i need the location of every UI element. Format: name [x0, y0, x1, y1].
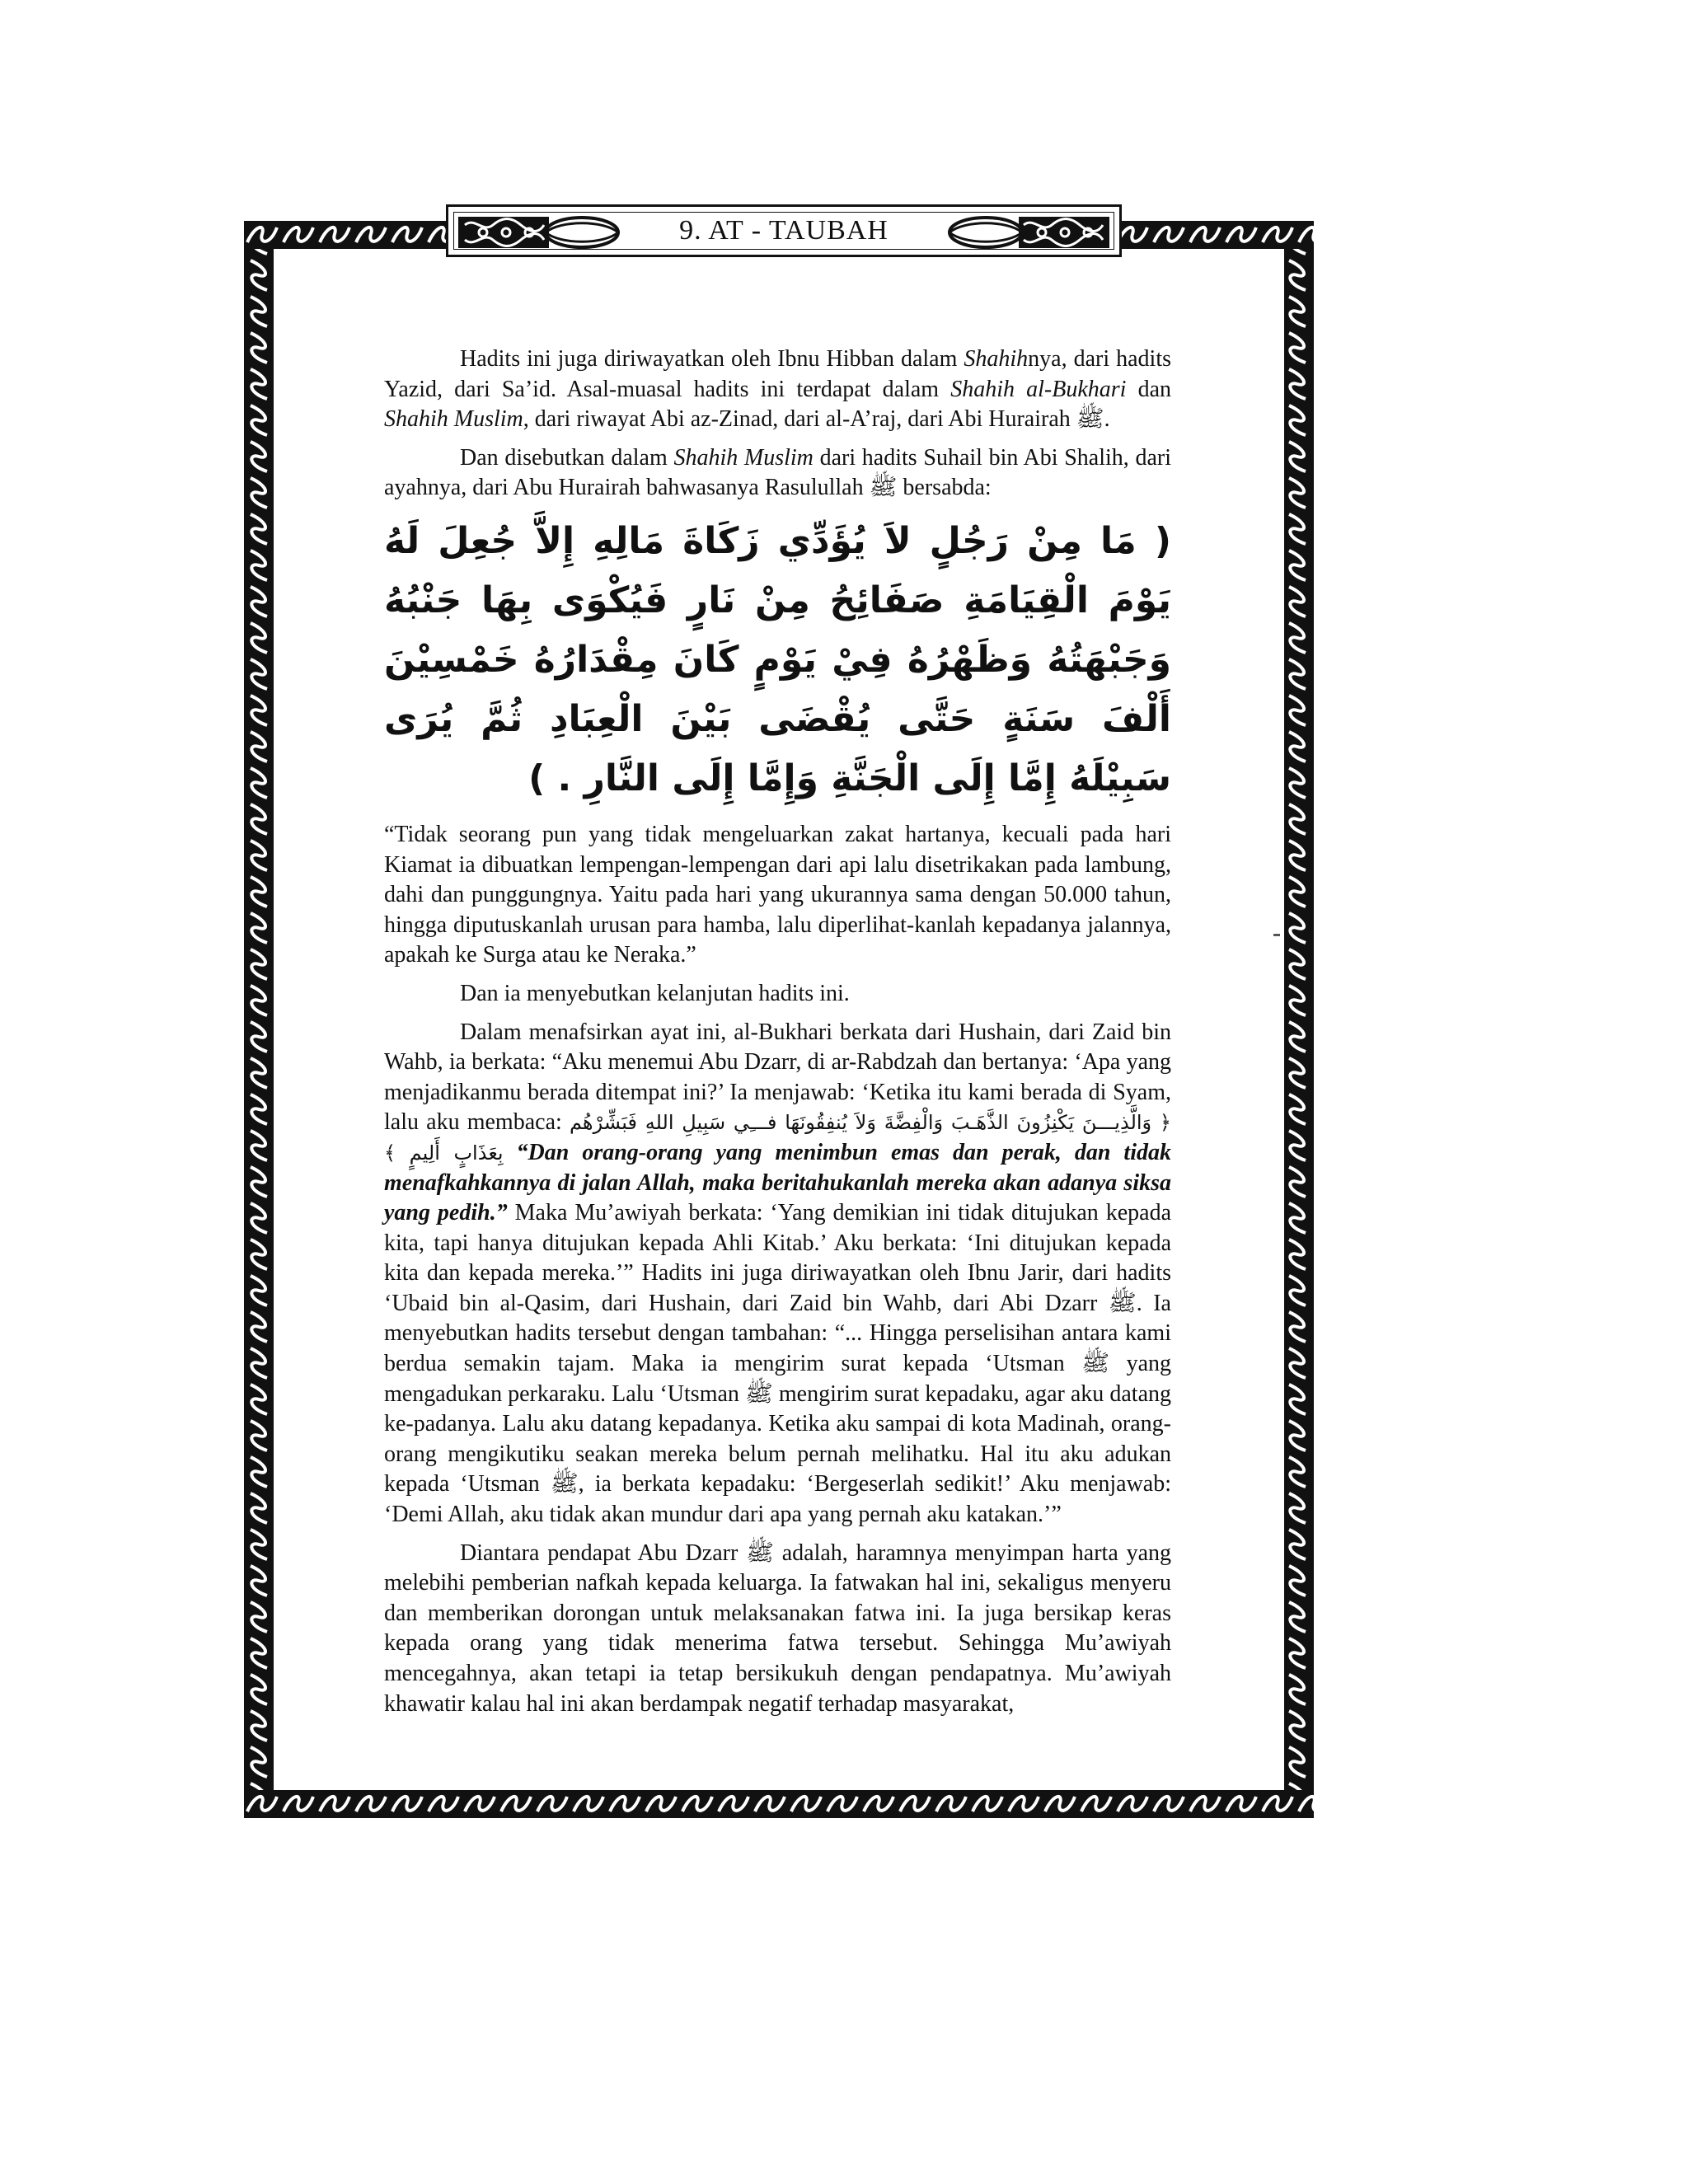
chapter-header: [446, 204, 1122, 257]
paragraph-continuation: Dan ia menyebutkan kelanjutan hadits ini.: [460, 980, 850, 1006]
paragraph-ibnu-hibban: Hadits ini juga diriwayatkan oleh Ibnu Hibban dalam Shahihnya, dari hadits Yazid, dari Sa’id. Asal-muasal hadits ini terdapat dalam Shahih al-Bukhari dan Shahih Muslim, dari riwayat Abi az-Zinad, dari al-A’raj, dari Abi Hurairah ﷺ.: [384, 346, 1171, 433]
arabic-hadith: ( مَا مِنْ رَجُلٍ لاَ يُؤَدِّي زَكَاةَ مَالِهِ إِلاَّ جُعِلَ لَهُ يَوْمَ الْقِيَامَةِ صَفَائِحُ مِنْ نَارٍ فَيُكْوَى بِهَا جَنْبُهُ وَجَبْهَتُهُ وَظَهْرُهُ فِيْ يَوْمٍ كَانَ مِقْدَارُهُ خَمْسِيْنَ أَلْفَ سَنَةٍ حَتَّى يُقْضَى بَيْنَ الْعِبَادِ ثُمَّ يُرَى سَبِيْلَهُ إِمَّا إِلَى الْجَنَّةِ وَإِمَّا إِلَى النَّارِ . ): [384, 519, 1171, 799]
verse-translation: “Dan orang-orang yang menimbun emas dan perak, dan tidak menafkahkannya di jalan Allah, maka beritahukanlah mereka akan adanya siksa yang pedih.”: [384, 1139, 1171, 1226]
arabic-verse: ﴿ وَالَّذِيـــنَ يَكْنِزُونَ الذَّهَـبَ وَالْفِضَّةَ وَلاَ يُنفِقُونَهَا فـــِي سَبِيلِ اللهِ فَبَشِّرْهُم بِعَذَابٍ أَلِيمٍ ﴾: [384, 1111, 1171, 1165]
hadith-translation: “Tidak seorang pun yang tidak mengeluarkan zakat hartanya, kecuali pada hari Kiamat ia dibuatkan lempengan-lempengan dari api lalu disetrikakan pada lambung, dahi dan punggungnya. Yaitu pada hari yang ukurannya sama dengan 50.000 tahun, hingga diputuskanlah urusan para hamba, lalu diperlihat-kanlah kepadanya jalannya, apakah ke Surga atau ke Neraka.”: [384, 821, 1171, 968]
header-ornament-left-icon: [458, 215, 623, 250]
paragraph-shahih-muslim: Dan disebutkan dalam Shahih Muslim dari hadits Suhail bin Abi Shalih, dari ayahnya, dari Abu Hurairah bahwasanya Rasulullah ﷺ bersabda:: [384, 444, 1172, 501]
header-ornament-right-icon: [945, 215, 1109, 250]
paragraph-bukhari-tafsir: Dalam menafsirkan ayat ini, al-Bukhari berkata dari Hushain, dari Zaid bin Wahb, ia berkata: “Aku menemui Abu Dzarr, di ar-Rabdzah dan bertanya: ‘Apa yang menjadikanmu berada ditempat ini?’ Ia menjawab: ‘Ketika itu kami berada di Syam, lalu aku membaca: ﴿ وَالَّذِيـــنَ يَكْنِزُونَ الذَّهَـبَ وَالْفِضَّةَ وَلاَ يُنفِقُونَهَا فـــِي سَبِيلِ اللهِ فَبَشِّرْهُم بِعَذَابٍ أَلِيمٍ ﴾ “Dan orang-orang yang menimbun emas dan perak, dan tidak menafkahkannya di jalan Allah, maka beritahukanlah mereka akan adanya siksa yang pedih.” Maka Mu’awiyah berkata: ‘Yang demikian ini tidak ditujukan kepada kita, tapi hanya ditujukan kepada Ahli Kitab.’ Aku berkata: ‘Ini ditujukan kepada kita dan kepada mereka.’” Hadits ini juga diriwayatkan oleh Ibnu Jarir, dari hadits ‘Ubaid bin al-Qasim, dari Hushain, dari Zaid bin Wahb, dari Abi Dzarr ﷺ. Ia menyebutkan hadits tersebut dengan tambahan: “... Hingga perselisihan antara kami berdua semakin tajam. Maka ia mengirim surat kepada ‘Utsman ﷺ yang mengadukan perkaraku. Lalu ‘Utsman ﷺ mengirim surat kepadaku, agar aku datang ke-padanya. Lalu aku datang kepadanya. Ketika aku sampai di kota Madinah, orang-orang mengikutiku seakan mereka belum pernah melihatku. Hal itu aku adukan kepada ‘Utsman ﷺ, ia berkata kepadaku: ‘Bergeserlah sedikit!’ Aku menjawab: ‘Demi Allah, aku tidak akan mundur dari apa yang pernah aku katakan.’”: [384, 1019, 1172, 1528]
paragraph-abu-dzarr-opinion: Diantara pendapat Abu Dzarr ﷺ adalah, haramnya menyimpan harta yang melebihi pemberian nafkah kepada keluarga. Ia fatwakan hal ini, sekaligus menyeru dan memberikan dorongan untuk melaksanakan fatwa ini. Ia juga bersikap keras kepada orang yang tidak menerima fatwa tersebut. Sehingga Mu’awiyah mencegahnya, akan tetapi ia tetap bersikukuh dengan pendapatnya. Mu’awiyah khawatir kalau hal ini akan berdampak negatif terhadap masyarakat,: [384, 1540, 1171, 1717]
page-body: [384, 344, 1171, 1727]
margin-mark: [1273, 934, 1280, 936]
chapter-title: 9. AT - TAUBAH: [679, 215, 889, 246]
